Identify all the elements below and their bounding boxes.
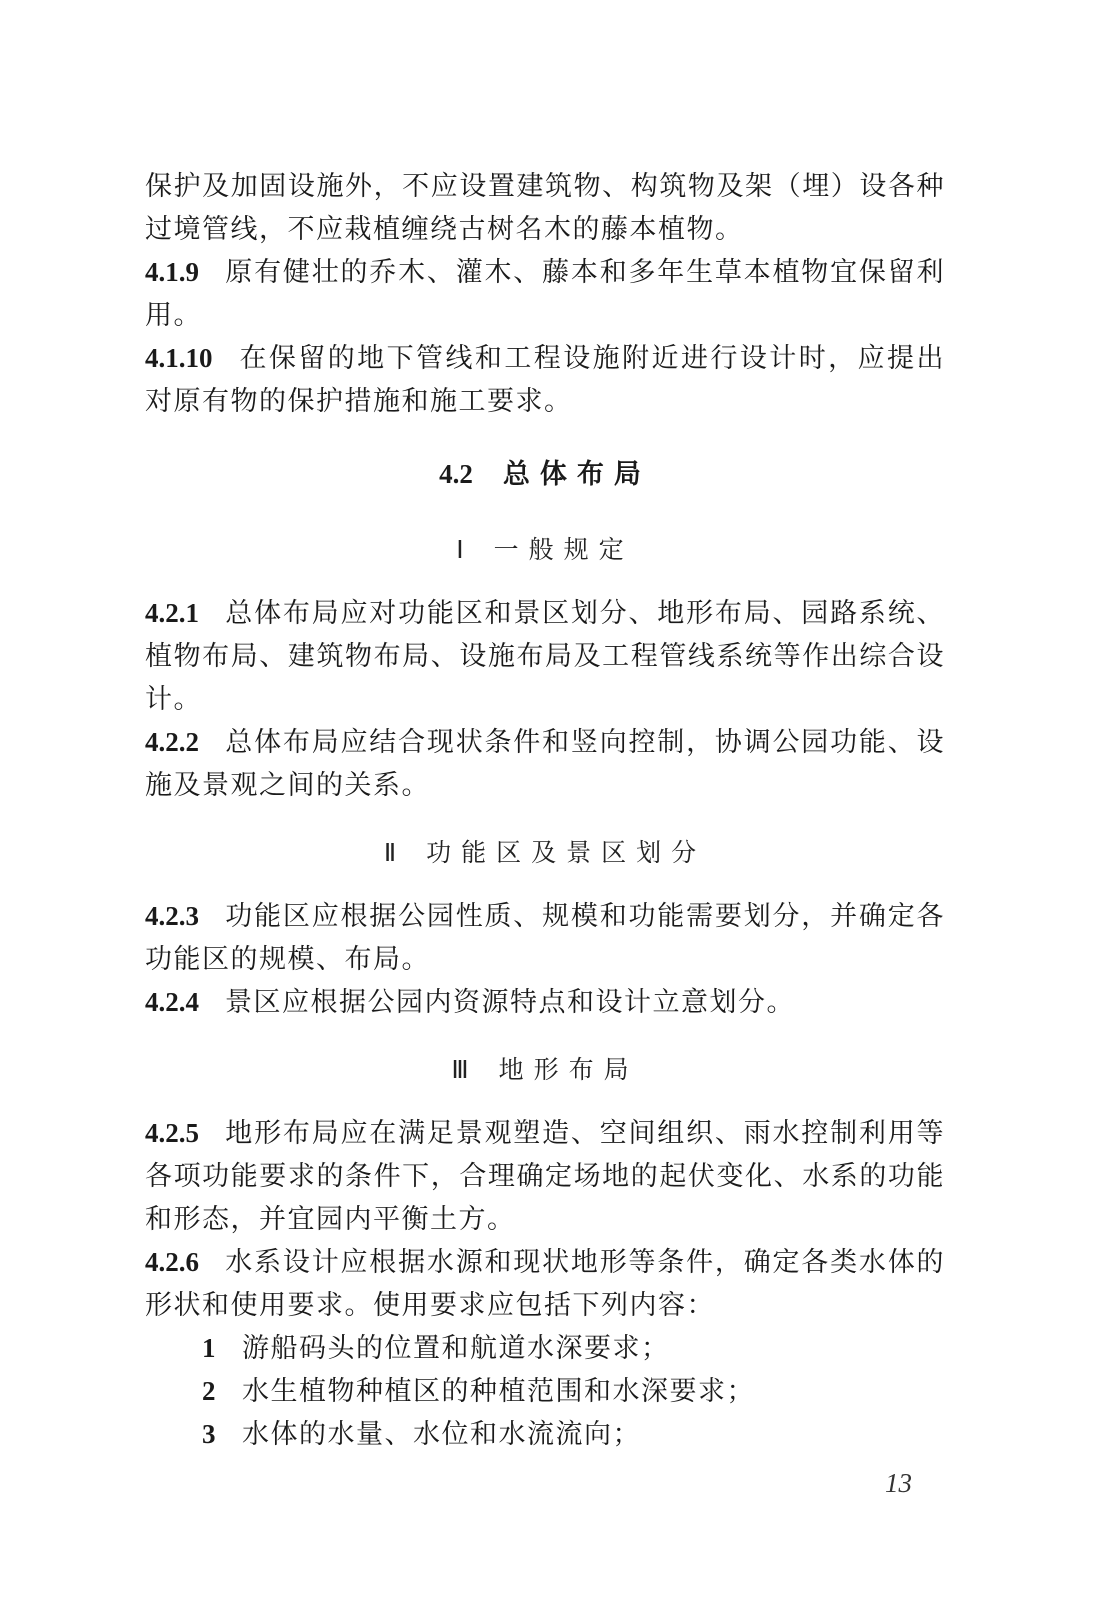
section-heading <box>145 453 945 496</box>
subsection-title: 地形布局 <box>498 1055 639 1084</box>
list-item-number: 3 <box>202 1419 217 1449</box>
clause-text: 水系设计应根据水源和现状地形等条件，确定各类水体的形状和使用要求。使用要求应包括下列内容： <box>145 1247 945 1321</box>
clause-4-2-6 <box>145 1241 945 1327</box>
subsection-title: 一般规定 <box>493 535 634 564</box>
list-item-3 <box>145 1413 945 1456</box>
list-item-text: 游船码头的位置和航道水深要求； <box>242 1333 670 1364</box>
clause-number: 4.2.4 <box>145 987 199 1017</box>
clause-4-2-2 <box>145 721 945 807</box>
subsection-roman: Ⅱ <box>383 840 397 867</box>
clause-4-2-5 <box>145 1112 945 1241</box>
list-item-1 <box>145 1327 945 1370</box>
subsection-heading-3 <box>145 1048 945 1092</box>
clause-number: 4.2.1 <box>145 598 199 628</box>
paragraph-text: 保护及加固设施外，不应设置建筑物、构筑物及架（埋）设各种过境管线，不应栽植缠绕古树名木的藤本植物。 <box>145 171 945 245</box>
page-content <box>145 165 945 1456</box>
section-number: 4.2 <box>439 459 473 489</box>
clause-number: 4.1.10 <box>145 343 213 373</box>
clause-number: 4.2.5 <box>145 1118 199 1148</box>
clause-number: 4.2.3 <box>145 901 199 931</box>
list-item-number: 1 <box>202 1333 217 1363</box>
subsection-heading-2 <box>145 831 945 875</box>
clause-number: 4.1.9 <box>145 257 199 287</box>
subsection-title: 功能区及景区划分 <box>426 838 707 867</box>
list-item-text: 水生植物种植区的种植范围和水深要求； <box>242 1376 755 1407</box>
clause-text: 原有健壮的乔木、灌木、藤本和多年生草本植物宜保留利用。 <box>145 257 945 331</box>
page-number: 13 <box>885 1468 912 1498</box>
clause-text: 功能区应根据公园性质、规模和功能需要划分，并确定各功能区的规模、布局。 <box>145 901 945 975</box>
paragraph-continued <box>145 165 945 251</box>
clause-text: 总体布局应结合现状条件和竖向控制，协调公园功能、设施及景观之间的关系。 <box>145 727 945 801</box>
list-item-2 <box>145 1370 945 1413</box>
list-item-number: 2 <box>202 1376 217 1406</box>
clause-text: 景区应根据公园内资源特点和设计立意划分。 <box>225 987 795 1018</box>
clause-4-1-10 <box>145 337 945 423</box>
clause-number: 4.2.6 <box>145 1247 199 1277</box>
subsection-heading-1 <box>145 528 945 572</box>
section-title-text: 总体布局 <box>502 459 651 490</box>
subsection-roman: Ⅰ <box>456 537 464 564</box>
clause-number: 4.2.2 <box>145 727 199 757</box>
clause-text: 在保留的地下管线和工程设施附近进行设计时，应提出对原有物的保护措施和施工要求。 <box>145 343 945 417</box>
list-item-text: 水体的水量、水位和水流流向； <box>242 1419 641 1450</box>
subsection-roman: Ⅲ <box>451 1057 469 1084</box>
clause-text: 地形布局应在满足景观塑造、空间组织、雨水控制利用等各项功能要求的条件下，合理确定场地的起伏变化、水系的功能和形态，并宜园内平衡土方。 <box>145 1118 945 1235</box>
clause-text: 总体布局应对功能区和景区划分、地形布局、园路系统、植物布局、建筑物布局、设施布局及工程管线系统等作出综合设计。 <box>145 598 945 715</box>
clause-4-2-1 <box>145 592 945 721</box>
clause-4-1-9 <box>145 251 945 337</box>
clause-4-2-4 <box>145 981 945 1024</box>
clause-4-2-3 <box>145 895 945 981</box>
